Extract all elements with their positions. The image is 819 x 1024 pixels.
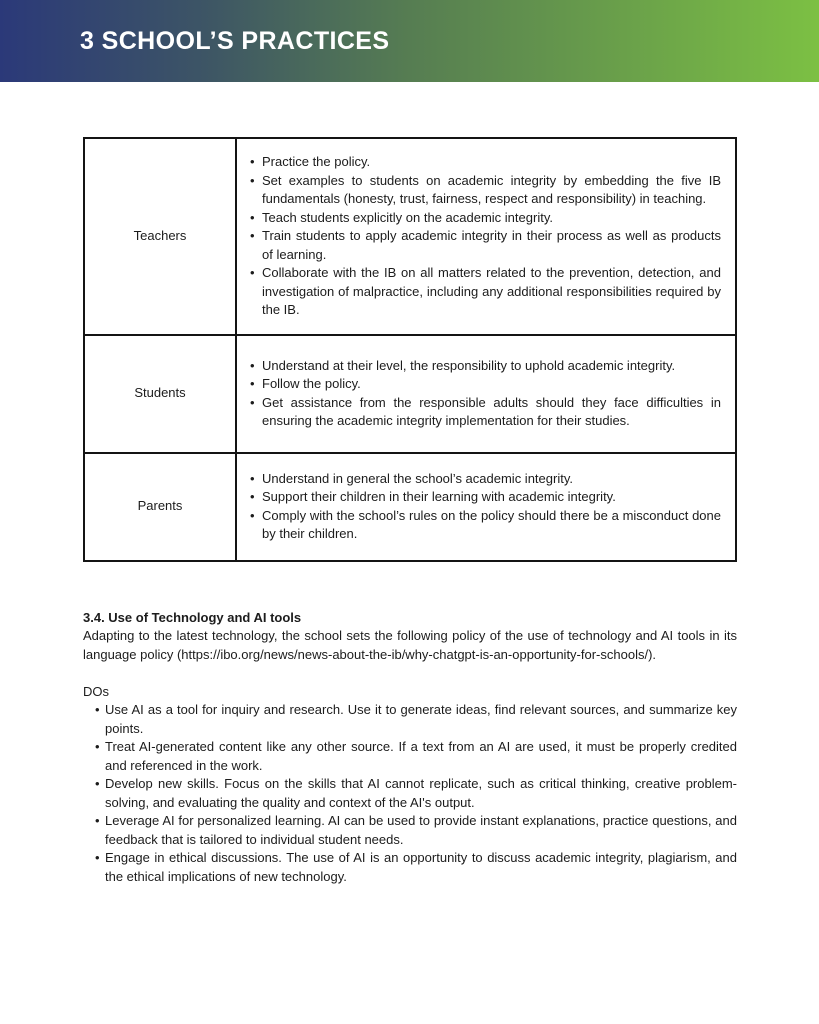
section-heading: 3.4. Use of Technology and AI tools: [83, 609, 302, 625]
responsibilities-cell-students: [236, 335, 736, 453]
bullet-item: • Teach students explicitly on the academic integrity.: [249, 209, 721, 228]
table-row-teachers: [84, 138, 736, 335]
paragraph-text-before-url: Adapting to the latest technology, the school sets the following policy of the use of technology and AI tools in its language policy (: [83, 628, 737, 662]
dos-label: DOs: [83, 683, 109, 699]
page-content: [83, 137, 737, 886]
bullet-item: • Set examples to students on academic integrity by embedding the five IB fundamentals (honesty, trust, fairness, respect and responsibility) in teaching.: [249, 172, 721, 209]
paragraph-text-after-url: ).: [648, 646, 657, 662]
responsibilities-cell-parents: [236, 453, 736, 561]
dos-list: [83, 701, 737, 886]
bullet-item: • Practice the policy.: [249, 153, 721, 172]
bullet-item: • Leverage AI for personalized learning. AI can be used to provide instant explanations, practice questions, and feedback that is tailored to individual student needs.: [83, 812, 737, 849]
bullet-item: • Collaborate with the IB on all matters related to the prevention, detection, and investigation of malpractice, including any additional responsibilities required by the IB.: [249, 264, 721, 320]
role-cell-parents: Parents: [84, 453, 236, 561]
bullet-item: • Use AI as a tool for inquiry and research. Use it to generate ideas, find relevant sources, and summarize key points.: [83, 701, 737, 738]
bullet-item: • Treat AI-generated content like any other source. If a text from an AI are used, it must be properly credited and referenced in the work.: [83, 738, 737, 775]
section-technology-ai: [83, 609, 737, 887]
responsibilities-table: [83, 137, 737, 562]
bullet-item: • Engage in ethical discussions. The use of AI is an opportunity to discuss academic integrity, plagiarism, and the ethical implications of new technology.: [83, 849, 737, 886]
bullet-item: • Comply with the school’s rules on the policy should there be a misconduct done by their children.: [249, 507, 721, 544]
header-banner: [0, 0, 819, 82]
bullet-item: • Support their children in their learning with academic integrity.: [249, 488, 721, 507]
bullet-item: • Understand at their level, the responsibility to uphold academic integrity.: [249, 357, 721, 376]
bullet-item: • Train students to apply academic integrity in their process as well as products of learning.: [249, 227, 721, 264]
role-cell-students: Students: [84, 335, 236, 453]
bullet-list-teachers: [249, 153, 721, 320]
responsibilities-cell-teachers: [236, 138, 736, 335]
bullet-item: • Develop new skills. Focus on the skills that AI cannot replicate, such as critical thinking, creative problem-solving, and evaluating the quality and context of the AI's output.: [83, 775, 737, 812]
bullet-item: • Follow the policy.: [249, 375, 721, 394]
policy-url[interactable]: https://ibo.org/news/news-about-the-ib/why-chatgpt-is-an-opportunity-for-schools/: [181, 646, 649, 662]
bullet-list-parents: [249, 470, 721, 544]
bullet-list-students: [249, 357, 721, 431]
table-row-parents: [84, 453, 736, 561]
role-cell-teachers: Teachers: [84, 138, 236, 335]
table-row-students: [84, 335, 736, 453]
page-title: 3 SCHOOL’S PRACTICES: [80, 26, 390, 55]
bullet-item: • Get assistance from the responsible adults should they face difficulties in ensuring the academic integrity implementation for their studies.: [249, 394, 721, 431]
section-paragraph: [83, 627, 737, 664]
bullet-item: • Understand in general the school’s academic integrity.: [249, 470, 721, 489]
